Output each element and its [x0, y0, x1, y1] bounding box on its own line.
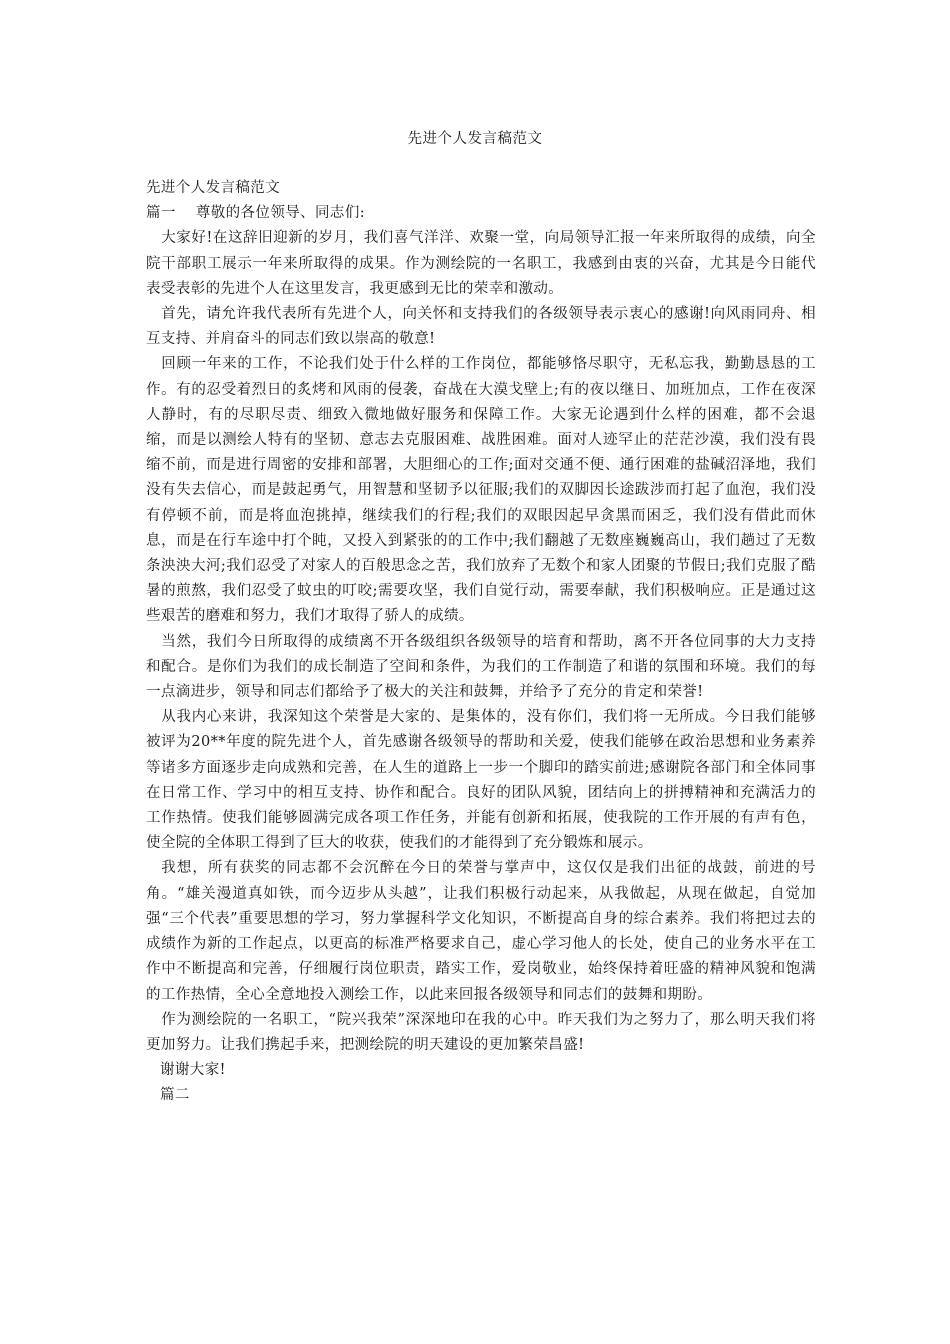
- document-title: 先进个人发言稿范文: [407, 131, 543, 147]
- paragraph-review: 回顾一年来的工作，不论我们处于什么样的工作岗位，都能够恪尽职守，无私忘我，勤勤恳恳的工作。有的忍受着烈日的炙烤和风雨的侵袭，奋战在大漠戈壁上;有的夜以继日、加班加点，工作在夜深人静时，有的尽职尽责、细致入微地做好服务和保障工作。大家无论遇到什么样的困难，都不会退缩，而是以测绘人特有的坚韧、意志去克服困难、战胜困难。面对人迹罕止的茫茫沙漠，我们没有畏缩不前，而是进行周密的安排和部署，大胆细心的工作;面对交通不便、通行困难的盐碱沼泽地，我们没有失去信心，而是鼓起勇气，用智慧和坚韧予以征服;我们的双脚因长途跋涉而打起了血泡，我们没有停顿不前，而是将血泡挑掉，继续我们的行程;我们的双眼因起早贪黑而困乏，我们没有借此而休息，而是在行车途中打个盹，又投入到紧张的的工作中;我们翻越了无数座巍巍高山，我们趟过了无数条泱泱大河;我们忍受了对家人的百般思念之苦，我们放弃了无数个和家人团聚的节假日;我们克服了酷暑的煎熬，我们忍受了蚊虫的叮咬;需要攻坚，我们自觉行动，需要奉献，我们积极响应。正是通过这些艰苦的磨难和努力，我们才取得了骄人的成绩。: [146, 356, 816, 625]
- document-subtitle: 先进个人发言稿范文: [146, 180, 281, 196]
- document-body: [146, 176, 816, 1109]
- section-2-heading: 篇二: [160, 1087, 190, 1104]
- paragraph-greeting: 大家好!在这辞旧迎新的岁月，我们喜气洋洋、欢聚一堂，向局领导汇报一年来所取得的成绩，向全院干部职工展示一年来所取得的成果。作为测绘院的一名职工，我感到由衷的兴奋，尤其是今日能代表受表彰的先进个人在这里发言，我更感到无比的荣幸和激动。: [146, 230, 816, 297]
- closing-line: 谢谢大家!: [160, 1062, 226, 1079]
- paragraph-future: 我想，所有获奖的同志都不会沉醉在今日的荣誉与掌声中，这仅仅是我们出征的战鼓，前进的号角。“雄关漫道真如铁，而今迈步从头越”，让我们积极行动起来，从我做起，从现在做起，自觉加强“三个代表”重要思想的学习，努力掌握科学文化知识，不断提高自身的综合素养。我们将把过去的成绩作为新的工作起点，以更高的标准严格要求自己，虚心学习他人的长处，使自己的业务水平在工作中不断提高和完善，仔细履行岗位职责，踏实工作，爱岗敬业，始终保持着旺盛的精神风貌和饱满的工作热情，全心全意地投入测绘工作，以此来回报各级领导和同志们的鼓舞和期盼。: [146, 860, 816, 1003]
- paragraph-thanks: 首先，请允许我代表所有先进个人，向关怀和支持我们的各级领导表示衷心的感谢!向风雨同舟、相互支持、并肩奋斗的同志们致以崇高的敬意!: [146, 306, 816, 348]
- section-1-heading: 篇一 尊敬的各位领导、同志们:: [146, 205, 366, 222]
- paragraph-support: 当然，我们今日所取得的成绩离不开各级组织各级领导的培育和帮助，离不开各位同事的大力支持和配合。是你们为我们的成长制造了空间和条件，为我们的工作制造了和谐的氛围和环境。我们的每一点滴进步，领导和同志们都给予了极大的关注和鼓舞，并给予了充分的肯定和荣誉!: [146, 633, 816, 701]
- paragraph-honor: 从我内心来讲，我深知这个荣誉是大家的、是集体的，没有你们，我们将一无所成。今日我们能够被评为20**年度的院先进个人，首先感谢各级领导的帮助和关爱，使我们能够在政治思想和业务素养等诸多方面逐步走向成熟和完善，在人生的道路上一步一个脚印的踏实前进;感谢院各部门和全体同事在日常工作、学习中的相互支持、协作和配合。良好的团队风貌，团结向上的拼搏精神和充满活力的工作热情。使我们能够圆满完成各项工作任务，并能有创新和拓展，使我院的工作开展的有声有色，使全院的全体职工得到了巨大的收获，使我们的才能得到了充分锻炼和展示。: [146, 709, 816, 852]
- paragraph-pledge: 作为测绘院的一名职工，“院兴我荣”深深地印在我的心中。昨天我们为之努力了，那么明天我们将更加努力。让我们携起手来，把测绘院的明天建设的更加繁荣昌盛!: [146, 1011, 816, 1053]
